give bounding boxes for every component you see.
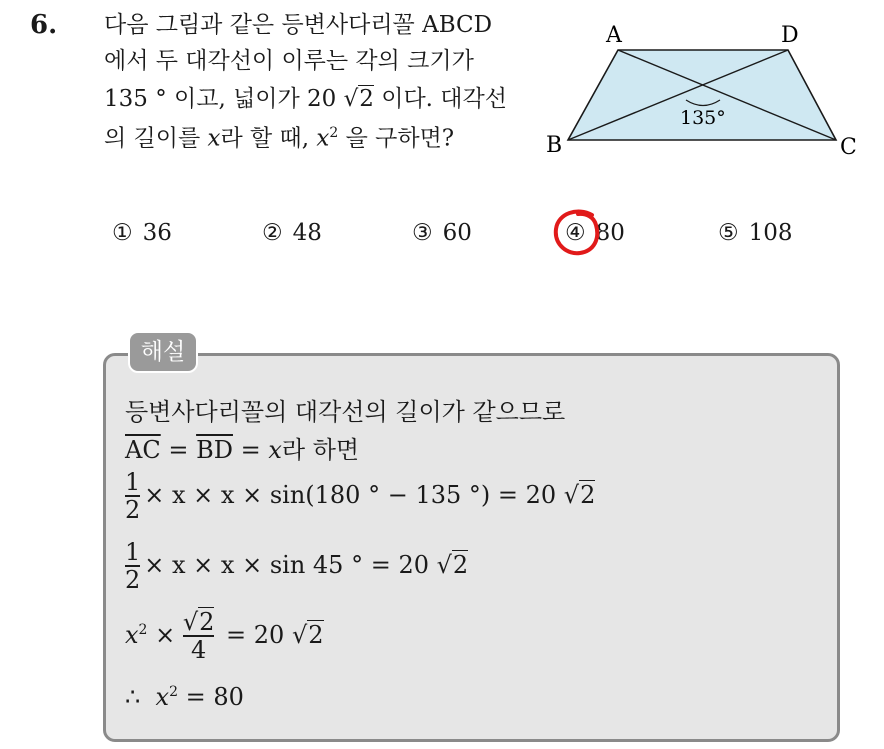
question-line-3 [104,88,507,111]
question-line-3-end: 이다. 대각선 [373,86,507,112]
question-line-4-start: 의 길이를 [104,125,208,152]
equals: = [232,436,269,464]
choice-value: 80 [595,220,625,246]
sqrt-two-arg: 2 [452,551,469,580]
question-line-4-mid: 라 할 때, [220,125,317,152]
choice-number: ⑤ [718,220,739,246]
solution-line-2 [125,430,359,465]
sqrt-two: √2 [182,608,215,636]
variable-x: x [268,436,282,464]
solution-tag: 해설 [128,331,198,373]
exponent: 2 [138,622,148,639]
sqrt-two: √2 [436,551,469,580]
choice-3[interactable] [412,220,472,246]
sqrt-two: √2 [291,621,324,650]
question-line-3-start: 135 ° 이고, 넓이가 20 [104,86,337,112]
vertex-label-d: D [781,23,799,48]
denominator: 2 [125,566,141,595]
question-line-4 [104,126,454,151]
therefore-symbol: ∴ [125,683,141,711]
sqrt-two-arg: 2 [580,481,596,510]
choice-5[interactable] [718,220,793,246]
choice-value: 60 [442,220,472,246]
question-line-4-end: 을 구하면? [338,125,455,152]
solution-line-2-tail: 라 하면 [281,436,360,464]
variable-x: x [207,125,221,152]
sqrt-two: √2 [343,86,374,112]
variable-x: x [125,621,139,650]
question-line-1: 다음 그림과 같은 등변사다리꼴 ABCD [104,12,493,38]
sqrt-two-arg: 2 [359,86,374,112]
sqrt-two-arg: 2 [199,608,215,636]
solution-line-3 [125,470,595,523]
times-sign: × [147,621,183,650]
segment-bd: $\overline{BD}$ [196,436,233,464]
solution-line-5 [125,610,324,663]
equation-body: × x × x × sin 45 ° = 20 [144,551,429,580]
choice-number: ③ [412,220,433,246]
solution-line-6 [125,683,244,711]
vertex-label-a: A [606,23,622,48]
sqrt-two: √2 [563,481,596,510]
angle-label: 135° [680,107,726,129]
answer-circle-mark [548,205,606,261]
solution-line-1: 등변사다리꼴의 대각선의 길이가 같으므로 [125,398,566,426]
sqrt-two-arg: 2 [308,621,324,650]
equals: = [160,436,197,464]
exponent: 2 [169,684,179,700]
choice-number: ② [262,220,283,246]
choice-value: 36 [142,220,172,246]
choice-1[interactable] [112,220,172,246]
equals-value: = 20 [218,621,285,650]
exponent: 2 [329,125,339,141]
variable-x: x [316,125,330,152]
choice-number: ① [112,220,133,246]
choice-number: ④ [565,220,586,246]
solution-line-4 [125,540,468,593]
fraction-one-half [125,540,140,593]
equation-body: × x × x × sin(180 ° − 135 °) = 20 [144,481,557,510]
variable-x: x [155,683,170,711]
vertex-label-b: B [546,133,563,158]
choice-value: 48 [292,220,322,246]
question-line-2: 에서 두 대각선이 이루는 각의 크기가 [104,48,474,74]
result-value: = 80 [178,683,244,711]
numerator: 1 [125,538,141,566]
trapezoid-figure [538,14,868,164]
denominator: 2 [125,496,141,525]
vertex-label-c: C [840,135,857,160]
segment-ac: $\overline{AC}$ [125,436,161,464]
numerator: 1 [125,468,141,496]
fraction-sqrt2-over-4 [183,610,215,663]
question-number: 6. [30,10,58,40]
choice-value: 108 [748,220,793,246]
choice-2[interactable] [262,220,322,246]
denominator: 4 [183,635,215,663]
fraction-one-half [125,470,140,523]
